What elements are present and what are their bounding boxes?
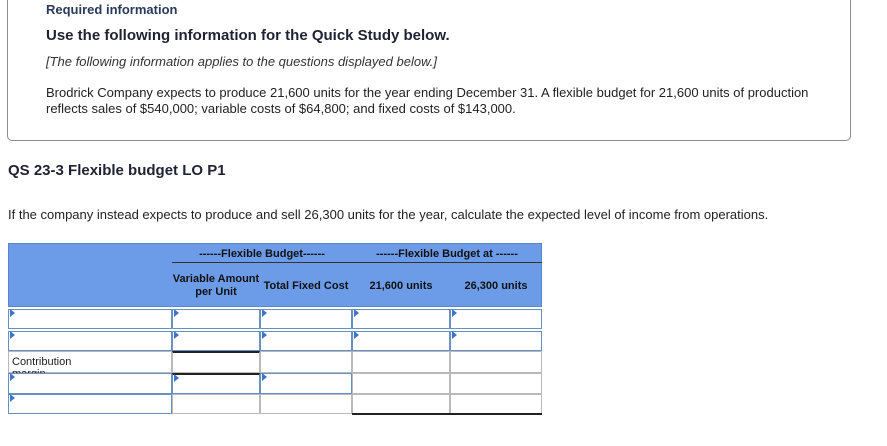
- row1-label-input[interactable]: [8, 309, 172, 329]
- row2-21600-arrow-icon: [354, 331, 359, 339]
- row1-21600-input[interactable]: [352, 309, 450, 329]
- problem-description: Brodrick Company expects to produce 21,600 units for the year ending December 31. A flexible budget for 21,600 units of production reflects sales of $540,000; variable costs of $64,800; and fixed costs of $143,000.: [46, 85, 809, 116]
- header-26300-units: 26,300 units: [464, 279, 528, 292]
- contribution-margin-label: Contribution: [12, 356, 72, 368]
- row2-variable-arrow-icon: [174, 331, 179, 339]
- question-title: QS 23-3 Flexible budget LO P1: [8, 162, 226, 179]
- header-flexible-budget-group: ------Flexible Budget------: [199, 247, 325, 260]
- header-variable-amount-per-unit: Variable Amount per Unit: [172, 273, 260, 298]
- row1-26300-input[interactable]: [450, 309, 542, 329]
- required-information-title: Required information: [46, 2, 178, 17]
- row5-26300-cell[interactable]: [450, 394, 542, 414]
- row1-21600-arrow-icon: [354, 309, 359, 317]
- row4-variable-arrow-icon: [174, 374, 179, 382]
- row2-variable-input[interactable]: [172, 331, 260, 351]
- row2-label-dropdown-icon: [10, 331, 15, 339]
- applies-note: [The following information applies to the questions displayed below.]: [46, 54, 437, 69]
- row2-fixed-arrow-icon: [262, 331, 267, 339]
- row2-26300-input[interactable]: [450, 331, 542, 351]
- row1-label-dropdown-icon: [10, 309, 15, 317]
- required-information-panel: [7, 0, 851, 141]
- question-prompt: If the company instead expects to produce and sell 26,300 units for the year, calculate the expected level of income from operations.: [8, 207, 769, 222]
- row1-fixed-input[interactable]: [260, 309, 352, 329]
- contribution-variable-cell[interactable]: [172, 351, 260, 373]
- contribution-21600-cell[interactable]: [352, 351, 450, 373]
- row5-label-dropdown-icon: [10, 394, 15, 402]
- contribution-26300-cell[interactable]: [450, 351, 542, 373]
- row4-fixed-arrow-icon: [262, 373, 267, 381]
- row4-variable-input[interactable]: [172, 373, 260, 394]
- row1-variable-input[interactable]: [172, 309, 260, 329]
- row2-26300-arrow-icon: [452, 331, 457, 339]
- row5-label-input[interactable]: [8, 394, 172, 414]
- row4-21600-cell[interactable]: [352, 373, 450, 394]
- row2-21600-input[interactable]: [352, 331, 450, 351]
- row1-26300-arrow-icon: [452, 309, 457, 317]
- row5-21600-cell[interactable]: [352, 394, 450, 414]
- instructions-heading: Use the following information for the Quick Study below.: [46, 27, 450, 44]
- row1-variable-arrow-icon: [174, 309, 179, 317]
- row1-fixed-arrow-icon: [262, 309, 267, 317]
- contribution-fixed-cell[interactable]: [260, 351, 352, 373]
- row5-fixed-cell[interactable]: [260, 394, 352, 414]
- header-21600-units: 21,600 units: [369, 279, 433, 292]
- row5-variable-cell[interactable]: [172, 394, 260, 414]
- header-group2-underline: [352, 262, 542, 263]
- header-group1-underline: [172, 262, 352, 263]
- row4-26300-cell[interactable]: [450, 373, 542, 394]
- header-flexible-budget-at-group: ------Flexible Budget at ------: [376, 247, 518, 260]
- row4-label-dropdown-icon: [10, 373, 15, 381]
- header-total-fixed-cost: Total Fixed Cost: [263, 279, 349, 292]
- row4-fixed-input[interactable]: [260, 373, 352, 394]
- row4-label-input[interactable]: [8, 373, 172, 394]
- row2-fixed-input[interactable]: [260, 331, 352, 351]
- total-underline: [352, 413, 542, 415]
- row2-label-input[interactable]: [8, 331, 172, 351]
